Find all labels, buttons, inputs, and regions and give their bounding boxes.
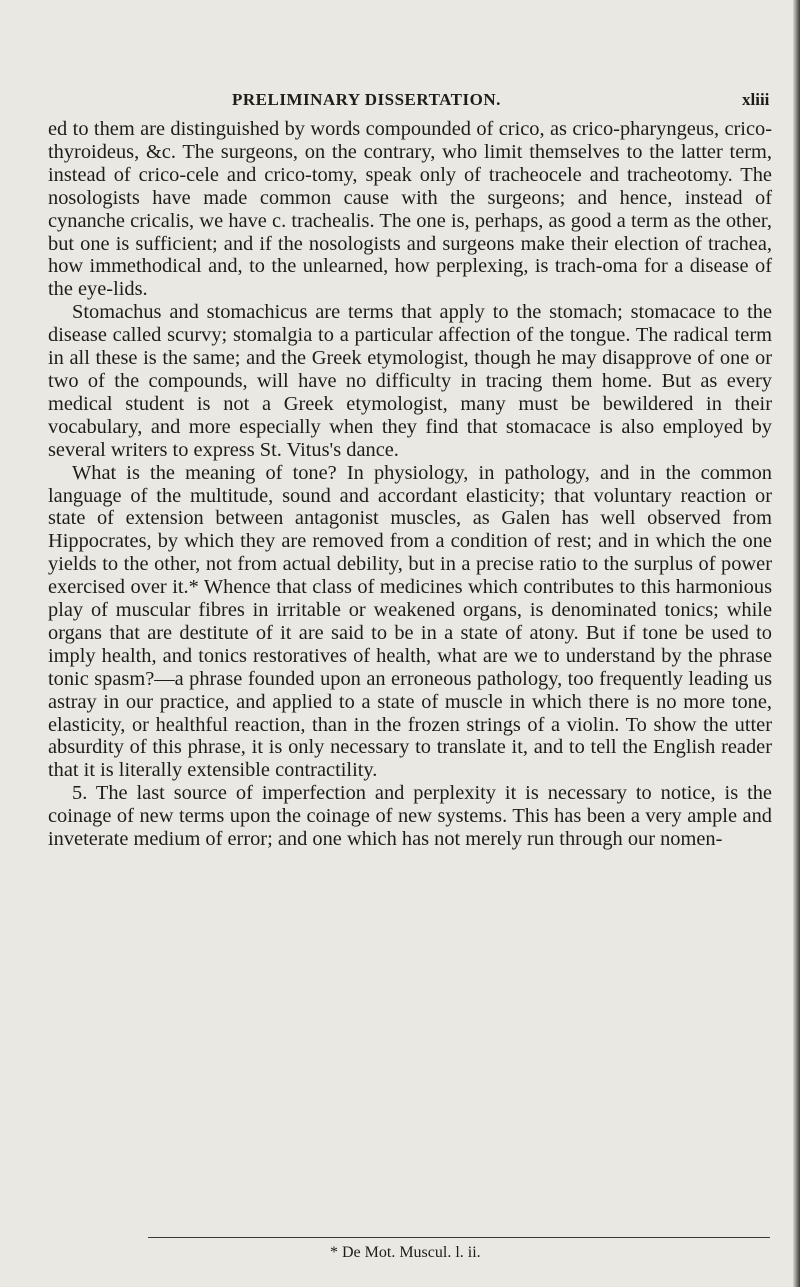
footnote-rule — [148, 1237, 770, 1238]
paragraph-tone: What is the meaning of tone? In physiology, in pathology, and in the common language of the multitude, sound and accordant elasticity; that voluntary reaction or state of extension between antagonist muscles, as Galen has well observed from Hippocrates, by which they are removed from a condition of rest; and in which the one yields to the other, not from actual debility, but in a precise ratio to the surplus of power exercised over it.* Whence that class of medicines which contributes to this harmonious play of muscular fibres in irritable or weakened organs, is denominated tonics; while organs that are destitute of it are said to be in a state of atony. But if tone be used to imply health, and tonics restoratives of health, what are we to understand by the phrase tonic spasm?—a phrase founded upon an erroneous pathology, too frequently leading us astray in our practice, and applied to a state of muscle in which there is no more tone, elasticity, or healthful reaction, than in the frozen strings of a violin. To show the utter absurdity of this phrase, it is only necessary to translate it, and to tell the English reader that it is literally extensible contractility. — [48, 461, 772, 782]
footnote: * De Mot. Muscul. l. ii. — [330, 1244, 481, 1261]
paragraph-stomachus: Stomachus and stomachicus are terms that apply to the stomach; stomacace to the disease called scurvy; stomalgia to a particular affection of the tongue. The radical term in all these is the same; and the Greek etymologist, though he may disapprove of one or two of the compounds, will have no difficulty in tracing them home. But as every medical student is not a Greek etymologist, many must be bewildered in their vocabulary, and more especially when they find that stomacace is also employed by several writers to express St. Vitus's dance. — [48, 301, 772, 461]
body-text — [48, 118, 772, 851]
page-edge-shadow — [793, 0, 800, 1287]
page-number: xliii — [742, 90, 770, 109]
running-title: PRELIMINARY DISSERTATION. — [232, 90, 501, 109]
paragraph-crico: ed to them are distinguished by words compounded of crico, as crico-pharyngeus, crico-thyroideus, &c. The surgeons, on the contrary, who limit themselves to the latter term, instead of crico-cele and crico-tomy, speak only of tracheocele and tracheotomy. The nosologists have made common cause with the surgeons; and hence, instead of cynanche cricalis, we have c. trachealis. The one is, perhaps, as good a term as the other, but one is sufficient; and if the nosologists and surgeons make their election of trachea, how immethodical and, to the unlearned, how perplexing, is trach-oma for a disease of the eye-lids. — [48, 118, 772, 301]
paragraph-new-terms: 5. The last source of imperfection and perplexity it is necessary to notice, is the coinage of new terms upon the coinage of new systems. This has been a very ample and inveterate medium of error; and one which has not merely run through our nomen- — [48, 782, 772, 851]
